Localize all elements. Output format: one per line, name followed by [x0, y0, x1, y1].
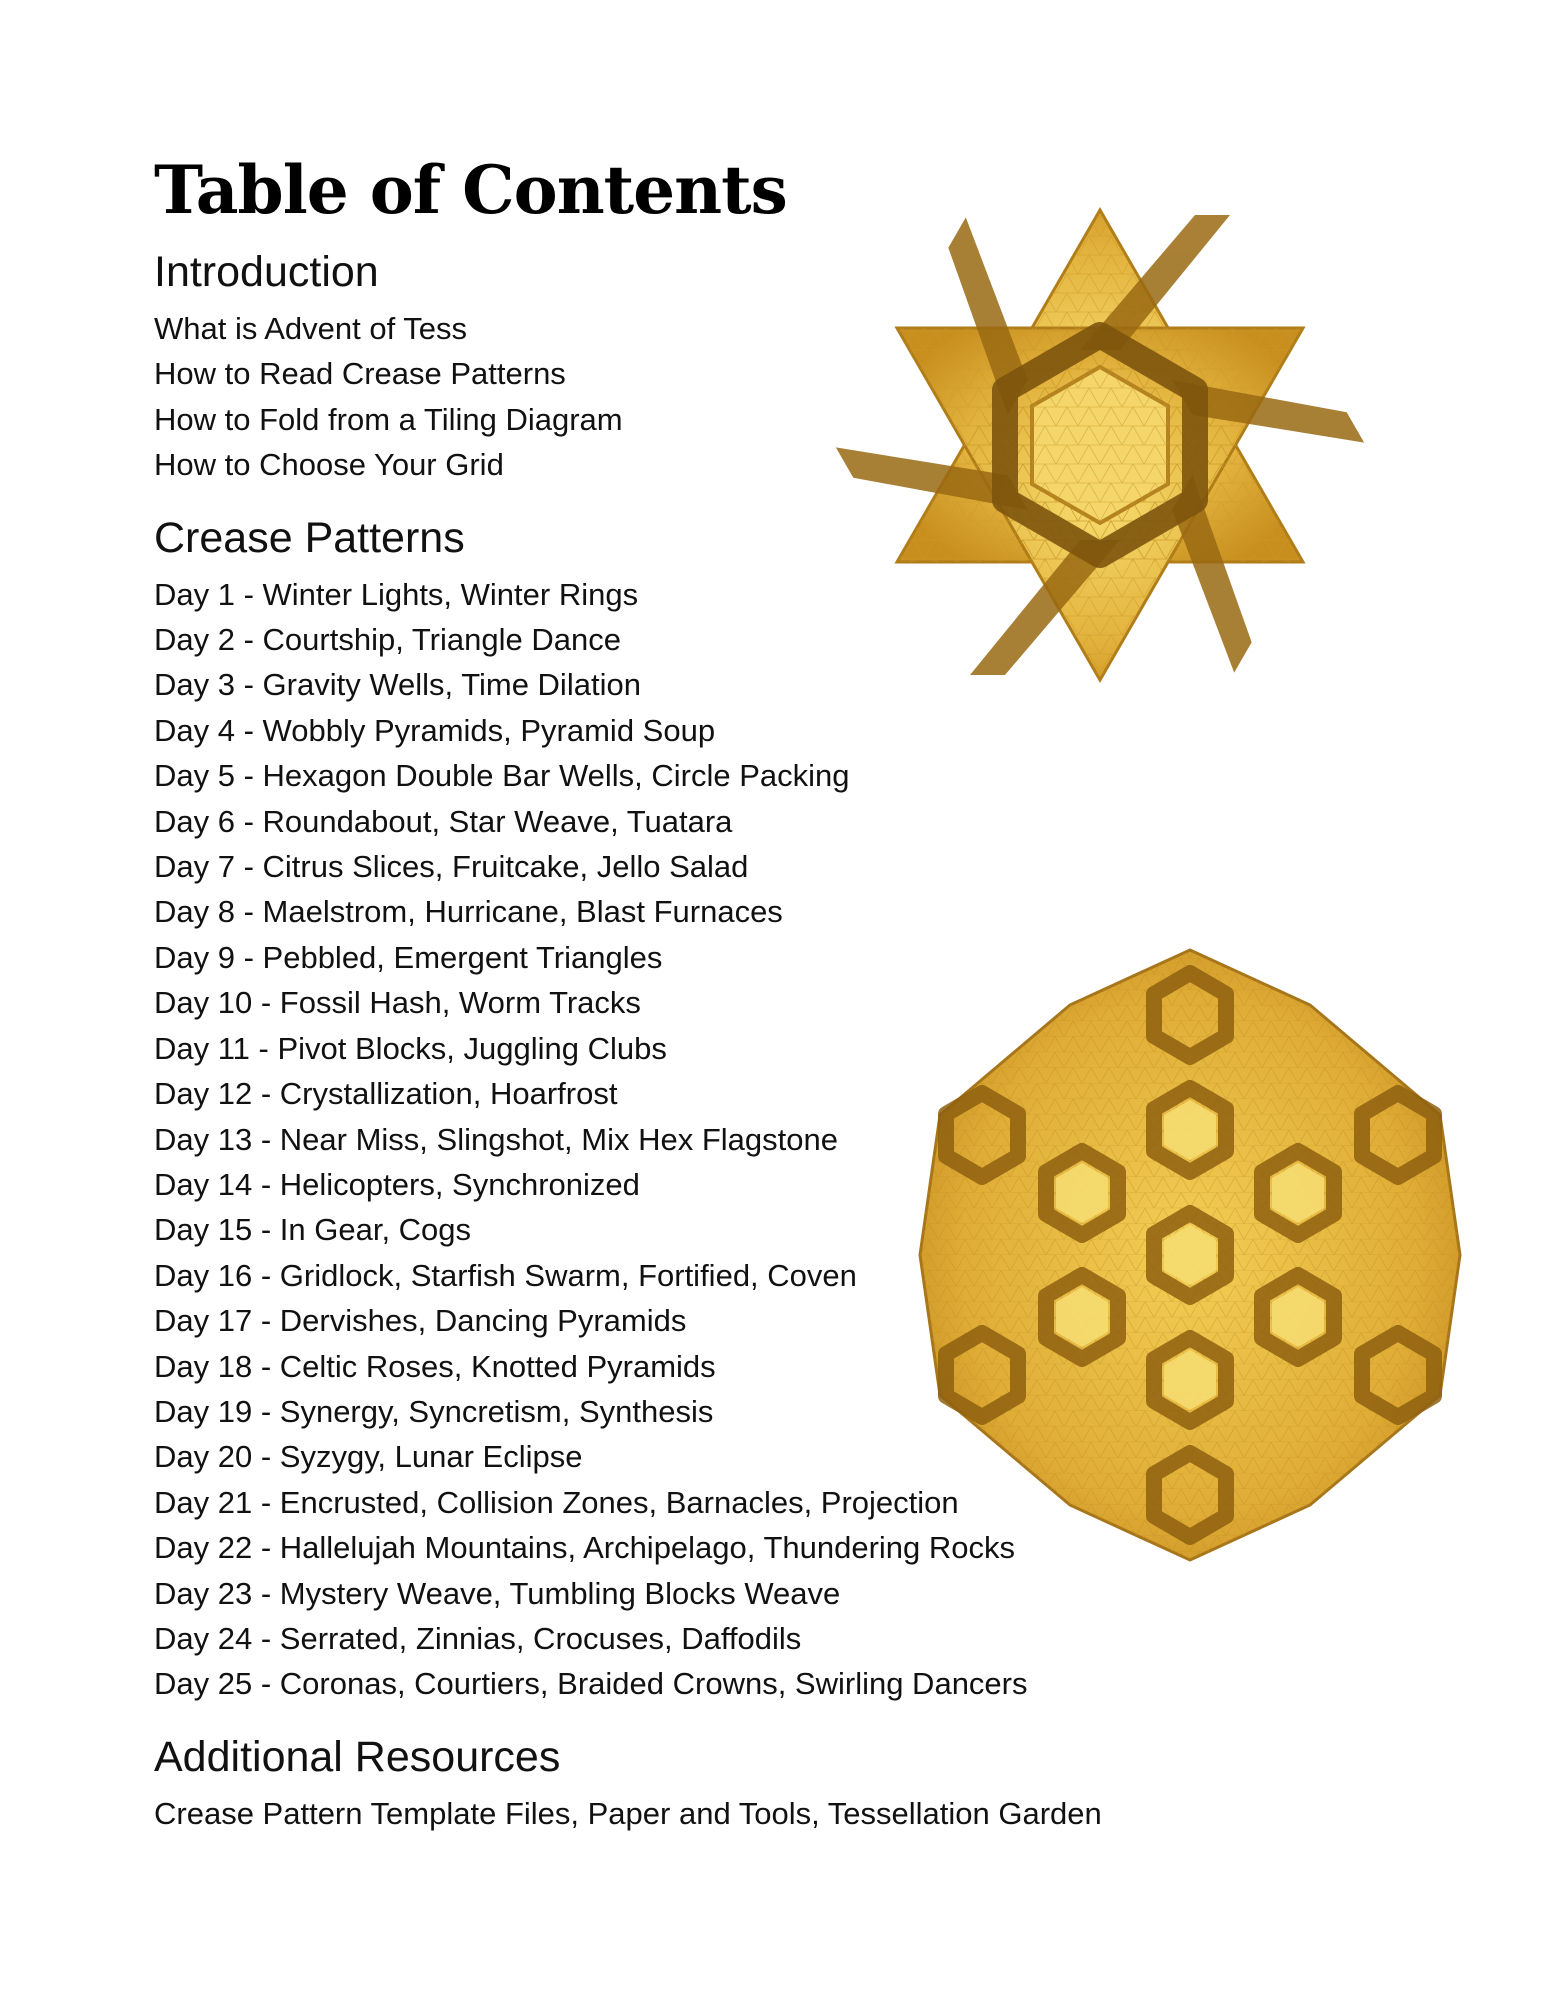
toc-entry: Day 12 - Crystallization, Hoarfrost	[154, 1076, 618, 1112]
toc-entry: How to Choose Your Grid	[154, 447, 504, 483]
toc-entry: Day 3 - Gravity Wells, Time Dilation	[154, 667, 641, 703]
toc-entry: Day 24 - Serrated, Zinnias, Crocuses, Daffodils	[154, 1620, 802, 1656]
toc-entry: Day 21 - Encrusted, Collision Zones, Barnacles, Projection	[154, 1484, 959, 1520]
introduction-heading: Introduction	[154, 248, 379, 296]
additional-resources-section	[154, 1729, 1154, 1836]
toc-entry: Day 14 - Helicopters, Synchronized	[154, 1166, 640, 1202]
toc-entry: Day 19 - Synergy, Syncretism, Synthesis	[154, 1393, 714, 1429]
toc-entry: Day 9 - Pebbled, Emergent Triangles	[154, 939, 663, 975]
toc-entry: Day 16 - Gridlock, Starfish Swarm, Fortified, Coven	[154, 1257, 857, 1293]
toc-entry: Day 11 - Pivot Blocks, Juggling Clubs	[154, 1030, 667, 1066]
page-title: Table of Contents	[154, 151, 787, 229]
crease-patterns-heading: Crease Patterns	[154, 513, 465, 562]
toc-entry: What is Advent of Tess	[154, 311, 468, 346]
toc-entry: Day 8 - Maelstrom, Hurricane, Blast Furnaces	[154, 894, 783, 930]
table-of-contents	[154, 150, 1154, 1858]
toc-entry: How to Fold from a Tiling Diagram	[154, 401, 623, 437]
additional-resources-heading: Additional Resources	[154, 1732, 561, 1781]
toc-entry: Day 7 - Citrus Slices, Fruitcake, Jello Salad	[154, 849, 749, 885]
toc-entry: Day 15 - In Gear, Cogs	[154, 1212, 472, 1248]
toc-entry: Day 23 - Mystery Weave, Tumbling Blocks Weave	[154, 1575, 841, 1611]
toc-entry: Day 17 - Dervishes, Dancing Pyramids	[154, 1303, 687, 1339]
toc-entry: Crease Pattern Template Files, Paper and Tools, Tessellation Garden	[154, 1795, 1102, 1831]
toc-entry: Day 13 - Near Miss, Slingshot, Mix Hex Flagstone	[154, 1121, 838, 1157]
toc-entry: Day 20 - Syzygy, Lunar Eclipse	[154, 1439, 583, 1475]
toc-entry: Day 18 - Celtic Roses, Knotted Pyramids	[154, 1348, 716, 1384]
introduction-section	[154, 244, 1154, 488]
toc-entry: Day 2 - Courtship, Triangle Dance	[154, 622, 621, 658]
toc-entry: Day 6 - Roundabout, Star Weave, Tuatara	[154, 803, 733, 839]
toc-entry: Day 22 - Hallelujah Mountains, Archipelago, Thundering Rocks	[154, 1530, 1016, 1566]
toc-entry: How to Read Crease Patterns	[154, 356, 566, 392]
toc-entry: Day 10 - Fossil Hash, Worm Tracks	[154, 985, 641, 1021]
toc-entry: Day 25 - Coronas, Courtiers, Braided Crowns, Swirling Dancers	[154, 1666, 1028, 1702]
crease-patterns-section	[154, 510, 1154, 1707]
toc-entry: Day 1 - Winter Lights, Winter Rings	[154, 576, 639, 612]
toc-entry: Day 4 - Wobbly Pyramids, Pyramid Soup	[154, 712, 716, 748]
toc-entry: Day 5 - Hexagon Double Bar Wells, Circle Packing	[154, 758, 850, 794]
